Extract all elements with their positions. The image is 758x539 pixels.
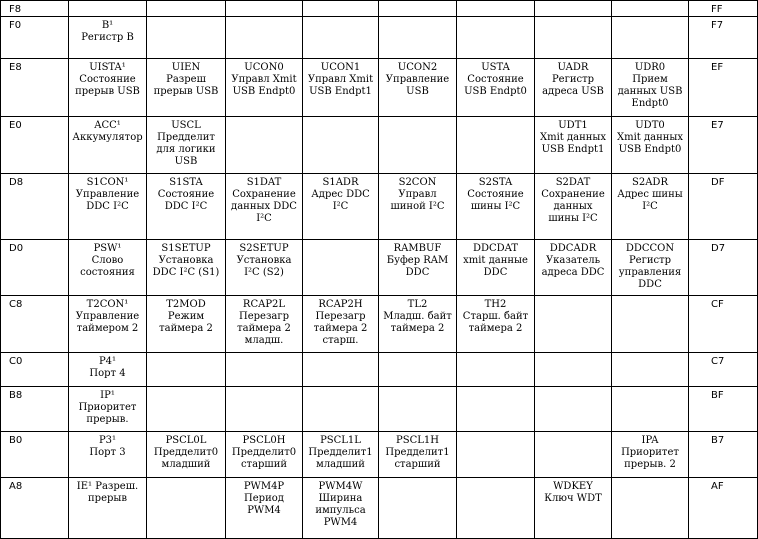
register-description: таймера 2 (313, 323, 368, 334)
register-description: Состояние (157, 189, 215, 200)
register-cell (303, 17, 379, 59)
row-address-high: FF (689, 1, 758, 17)
register-description: Адрес DDC (311, 189, 370, 200)
register-name: DDCDAT (472, 243, 519, 254)
register-description: Состояние (467, 189, 524, 200)
row-address-high: AF (689, 478, 758, 539)
row-address-high: DF (689, 174, 758, 240)
register-description: шины I²C (470, 201, 521, 212)
register-description: Регистр B (81, 32, 134, 43)
register-name: UDT0 (635, 120, 665, 131)
register-name: TH2 (484, 299, 507, 310)
register-name: RCAP2H (318, 299, 363, 310)
register-cell (379, 478, 457, 539)
register-name: UCON2 (397, 62, 438, 73)
register-cell (226, 432, 303, 478)
register-cell (457, 17, 535, 59)
register-description: DDC I²C (S1) (152, 267, 220, 278)
register-cell (535, 1, 612, 17)
row-address-high: C7 (689, 353, 758, 387)
register-cell (303, 353, 379, 387)
register-description: Старш. байт (462, 311, 529, 322)
register-cell (226, 353, 303, 387)
row-address-high: D7 (689, 240, 758, 296)
register-description: прерыв USB (153, 86, 219, 97)
register-description: xmit данные (463, 255, 528, 266)
register-cell (535, 17, 612, 59)
register-name: PSCL0H (242, 435, 286, 446)
register-description: Xmit данных (616, 132, 684, 143)
register-name: PSW¹ (93, 243, 122, 254)
register-cell (379, 387, 457, 432)
register-description: Адрес шины (617, 189, 683, 200)
register-name: USCL (171, 120, 201, 131)
register-description: PWM4 (247, 505, 281, 516)
register-cell (303, 174, 379, 240)
row-address-high: CF (689, 296, 758, 353)
register-description: адреса DDC (541, 267, 605, 278)
register-description: таймера 2 (468, 323, 523, 334)
register-description: DDC (483, 267, 508, 278)
register-description: Сохранение (541, 189, 605, 200)
register-cell (612, 240, 689, 296)
register-description: Установка (158, 255, 214, 266)
register-name: S2CON (398, 177, 437, 188)
register-cell (612, 117, 689, 174)
register-cell (226, 296, 303, 353)
register-description: прерыв USB (75, 86, 140, 97)
register-description: Указатель (545, 255, 601, 266)
register-name: UISTA¹ (89, 62, 126, 73)
register-description: I²C (S2) (244, 267, 284, 278)
register-name: P4¹ (98, 356, 117, 367)
register-cell (535, 117, 612, 174)
register-description: старший (240, 459, 288, 470)
register-description: Слово (91, 255, 124, 266)
register-cell (612, 174, 689, 240)
register-row (1, 1, 758, 17)
register-description: Управление (75, 311, 140, 322)
register-cell (379, 117, 457, 174)
register-name: S2DAT (555, 177, 591, 188)
register-name: B¹ (101, 20, 114, 31)
register-description: Предделит (157, 132, 215, 143)
register-name: S2SETUP (239, 243, 289, 254)
register-name: UADR (557, 62, 589, 73)
row-address-low: C8 (1, 296, 69, 353)
register-description: Разреш (166, 74, 206, 85)
register-description: USB Endpt0 (464, 86, 527, 97)
register-description: управления (618, 267, 682, 278)
register-description: I²C (256, 213, 272, 224)
register-description: USB (174, 156, 198, 167)
register-name: IE¹ Разреш. (76, 481, 139, 492)
register-cell (147, 296, 226, 353)
register-cell (147, 117, 226, 174)
register-description: DDC I²C (86, 201, 129, 212)
register-cell (612, 296, 689, 353)
register-cell (379, 296, 457, 353)
register-description: Аккумулятор (72, 132, 143, 143)
register-cell (69, 17, 147, 59)
register-description: прерыв (88, 493, 127, 504)
register-cell (69, 174, 147, 240)
register-cell (226, 1, 303, 17)
register-description: младш. (244, 335, 284, 346)
register-description: шиной I²C (390, 201, 445, 212)
register-cell (147, 432, 226, 478)
register-cell (379, 353, 457, 387)
register-cell (457, 1, 535, 17)
register-row (1, 296, 758, 353)
register-description: данных USB (617, 86, 683, 97)
register-name: PWM4W (318, 481, 363, 492)
register-description: Ключ WDT (544, 493, 602, 504)
register-name: T2CON¹ (86, 299, 129, 310)
register-cell (612, 432, 689, 478)
register-description: Регистр (628, 255, 672, 266)
register-description: для логики (156, 144, 216, 155)
register-description: Сохранение (232, 189, 296, 200)
register-row (1, 478, 758, 539)
register-cell (457, 432, 535, 478)
register-row (1, 240, 758, 296)
register-name: DDCADR (549, 243, 597, 254)
sfr-table-body (1, 1, 758, 539)
register-cell (226, 478, 303, 539)
register-cell (612, 17, 689, 59)
register-name: UIEN (171, 62, 201, 73)
register-cell (457, 478, 535, 539)
register-row (1, 117, 758, 174)
register-description: Управл (398, 189, 437, 200)
register-description: младший (316, 459, 365, 470)
register-cell (535, 59, 612, 117)
register-name: PSCL1L (320, 435, 361, 446)
row-address-low: F0 (1, 17, 69, 59)
register-description: данных (553, 201, 593, 212)
register-cell (226, 240, 303, 296)
register-name: UCON0 (244, 62, 284, 73)
register-description: Порт 3 (89, 447, 126, 458)
register-description: PWM4 (323, 517, 358, 528)
register-description: Endpt0 (631, 98, 669, 109)
register-name: RAMBUF (393, 243, 442, 254)
register-cell (226, 59, 303, 117)
register-name: S1DAT (246, 177, 282, 188)
register-description: Предделит1 (385, 447, 450, 458)
register-description: Режим (167, 311, 205, 322)
register-cell (457, 240, 535, 296)
row-address-high: F7 (689, 17, 758, 59)
register-cell (226, 387, 303, 432)
row-address-high: B7 (689, 432, 758, 478)
register-cell (379, 1, 457, 17)
register-cell (69, 432, 147, 478)
register-cell (226, 174, 303, 240)
register-cell (303, 296, 379, 353)
register-cell (457, 59, 535, 117)
row-address-high: E7 (689, 117, 758, 174)
register-cell (457, 174, 535, 240)
register-name: S1CON¹ (86, 177, 129, 188)
register-description: DDC (405, 267, 430, 278)
register-description: Управл Xmit (307, 74, 374, 85)
register-description: Приоритет (78, 402, 137, 413)
register-name: ACC¹ (94, 120, 121, 131)
register-cell (69, 296, 147, 353)
row-address-low: D0 (1, 240, 69, 296)
register-cell (69, 1, 147, 17)
register-description: Состояние (467, 74, 524, 85)
register-description: Приоритет (621, 447, 679, 458)
register-name: T2MOD (166, 299, 206, 310)
register-description: Перезагр (315, 311, 366, 322)
register-cell (379, 17, 457, 59)
register-description: шины I²C (548, 213, 598, 224)
register-description: Xmit данных (539, 132, 607, 143)
register-name: PSCL1H (396, 435, 439, 446)
register-description: DDC I²C (164, 201, 208, 212)
register-description: DDC (638, 279, 662, 290)
register-description: старший (394, 459, 441, 470)
register-cell (147, 59, 226, 117)
register-description: прерыв. (86, 414, 129, 425)
register-description: Перезагр (238, 311, 289, 322)
row-address-low: C0 (1, 353, 69, 387)
register-cell (612, 478, 689, 539)
register-row (1, 432, 758, 478)
register-name: UDT1 (558, 120, 588, 131)
register-cell (69, 59, 147, 117)
register-cell (612, 59, 689, 117)
register-row (1, 387, 758, 432)
row-address-low: B0 (1, 432, 69, 478)
register-description: Регистр (551, 74, 595, 85)
register-cell (535, 478, 612, 539)
register-cell (457, 296, 535, 353)
register-name: S1SETUP (161, 243, 211, 254)
register-description: I²C (642, 201, 658, 212)
register-name: IPA (641, 435, 659, 446)
register-description: адреса USB (542, 86, 604, 97)
register-name: S1STA (169, 177, 203, 188)
register-cell (535, 296, 612, 353)
register-cell (226, 17, 303, 59)
register-cell (535, 240, 612, 296)
register-description: младший (161, 459, 211, 470)
row-address-low: E0 (1, 117, 69, 174)
register-description: импульса (315, 505, 366, 516)
register-description: таймера 2 (159, 323, 213, 334)
register-description: Установка (236, 255, 292, 266)
register-cell (147, 174, 226, 240)
register-row (1, 59, 758, 117)
register-cell (303, 59, 379, 117)
register-description: Ширина (318, 493, 363, 504)
row-address-low: D8 (1, 174, 69, 240)
register-name: UCON1 (320, 62, 361, 73)
register-description: Предделит0 (153, 447, 219, 458)
register-description: таймером 2 (76, 323, 139, 334)
register-cell (147, 240, 226, 296)
row-address-low: A8 (1, 478, 69, 539)
register-name: RCAP2L (242, 299, 286, 310)
register-description: прерыв. 2 (624, 459, 676, 470)
register-description: I²C (332, 201, 349, 212)
register-cell (69, 387, 147, 432)
register-description: USB Endpt0 (618, 144, 682, 155)
register-name: USTA (481, 62, 510, 73)
register-description: данных DDC (231, 201, 297, 212)
register-cell (303, 240, 379, 296)
register-cell (379, 240, 457, 296)
register-description: старш. (322, 335, 359, 346)
register-cell (535, 353, 612, 387)
register-name: P3¹ (98, 435, 117, 446)
register-description: USB Endpt1 (541, 144, 605, 155)
register-name: S2STA (478, 177, 513, 188)
register-cell (379, 59, 457, 117)
register-cell (457, 387, 535, 432)
register-cell (535, 432, 612, 478)
register-name: S2ADR (632, 177, 668, 188)
register-description: Буфер RAM (386, 255, 449, 266)
register-description: таймера 2 (390, 323, 445, 334)
register-cell (303, 1, 379, 17)
register-description: USB (406, 86, 429, 97)
register-cell (226, 117, 303, 174)
register-row (1, 353, 758, 387)
row-address-low: E8 (1, 59, 69, 117)
register-description: Период (244, 493, 284, 504)
register-cell (69, 353, 147, 387)
register-cell (457, 353, 535, 387)
register-description: Управление (75, 189, 140, 200)
register-cell (303, 117, 379, 174)
register-cell (147, 353, 226, 387)
register-description: Младш. байт (383, 311, 452, 322)
row-address-low: B8 (1, 387, 69, 432)
register-cell (147, 387, 226, 432)
register-description: Прием (632, 74, 668, 85)
register-name: WDKEY (553, 481, 593, 492)
register-row (1, 17, 758, 59)
register-row (1, 174, 758, 240)
register-name: S1ADR (322, 177, 359, 188)
register-cell (379, 174, 457, 240)
register-cell (535, 387, 612, 432)
register-name: DDCCON (625, 243, 675, 254)
register-description: USB Endpt1 (309, 86, 372, 97)
register-description: Управление (385, 74, 450, 85)
register-cell (69, 117, 147, 174)
register-cell (612, 1, 689, 17)
register-description: таймера 2 (237, 323, 291, 334)
register-name: TL2 (407, 299, 428, 310)
register-cell (147, 17, 226, 59)
register-name: UDR0 (634, 62, 666, 73)
register-cell (69, 240, 147, 296)
register-cell (303, 432, 379, 478)
register-name: PWM4P (243, 481, 285, 492)
register-cell (303, 478, 379, 539)
register-cell (612, 387, 689, 432)
register-cell (535, 174, 612, 240)
register-cell (457, 117, 535, 174)
register-cell (147, 1, 226, 17)
register-description: Порт 4 (89, 368, 126, 379)
row-address-high: EF (689, 59, 758, 117)
register-name: IP¹ (100, 390, 115, 401)
register-description: Предделит0 (231, 447, 297, 458)
register-description: Состояние (79, 74, 136, 85)
register-cell (303, 387, 379, 432)
register-cell (147, 478, 226, 539)
register-description: USB Endpt0 (232, 86, 296, 97)
register-description: Предделит1 (308, 447, 373, 458)
register-cell (379, 432, 457, 478)
row-address-high: BF (689, 387, 758, 432)
register-description: Управл Xmit (231, 74, 297, 85)
register-cell (612, 353, 689, 387)
row-address-low: F8 (1, 1, 69, 17)
register-description: состояния (80, 267, 135, 278)
register-cell (69, 478, 147, 539)
register-name: PSCL0L (165, 435, 207, 446)
